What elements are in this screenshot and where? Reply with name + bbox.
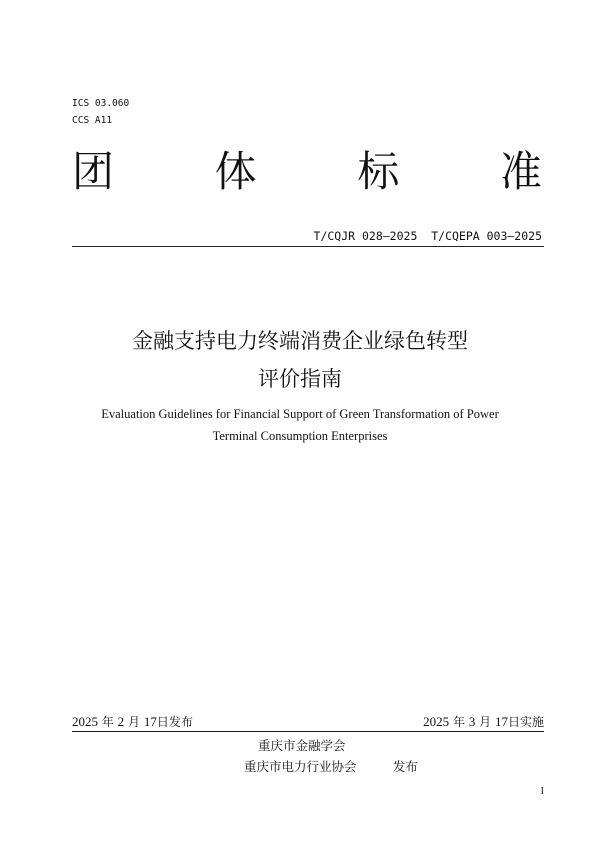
standard-type-char: 准	[499, 147, 542, 196]
bottom-divider	[72, 731, 544, 732]
impl-year-char: 年	[452, 715, 465, 729]
issue-suffix: 日发布	[156, 715, 193, 729]
title-en-line2: Terminal Consumption Enterprises	[212, 429, 388, 443]
standard-number: T/CQJR 028—2025 T/CQEPA 003—2025	[313, 229, 542, 243]
publisher-org2: 重庆市电力行业协会	[244, 759, 357, 774]
issue-month: 2	[117, 714, 125, 729]
standard-type-heading	[72, 146, 542, 198]
issue-date	[72, 713, 193, 730]
classification-codes	[72, 95, 129, 129]
ics-code: ICS 03.060	[72, 98, 130, 109]
issue-year: 2025	[72, 714, 98, 729]
impl-month: 3	[468, 714, 476, 729]
publish-action: 发布	[393, 759, 419, 774]
title-cn-line1: 金融支持电力终端消费企业绿色转型	[132, 329, 468, 353]
standard-type-char: 标	[357, 147, 400, 196]
impl-suffix: 日实施	[507, 715, 544, 729]
impl-month-char: 月	[479, 715, 492, 729]
implementation-date	[423, 713, 544, 730]
publisher-org1: 重庆市金融学会	[258, 738, 346, 753]
issue-year-char: 年	[101, 715, 114, 729]
standard-type-char: 团	[72, 147, 115, 196]
issue-month-char: 月	[128, 715, 141, 729]
top-divider	[72, 246, 544, 247]
issue-day: 17	[143, 714, 157, 729]
impl-day: 17	[494, 714, 508, 729]
page-number: I	[540, 786, 544, 797]
ccs-code: CCS A11	[72, 115, 113, 126]
title-cn-line2: 评价指南	[258, 367, 342, 391]
title-en-line1: Evaluation Guidelines for Financial Support of Green Transformation of Power	[101, 407, 499, 421]
standard-type-char: 体	[214, 147, 257, 196]
impl-year: 2025	[423, 714, 450, 729]
